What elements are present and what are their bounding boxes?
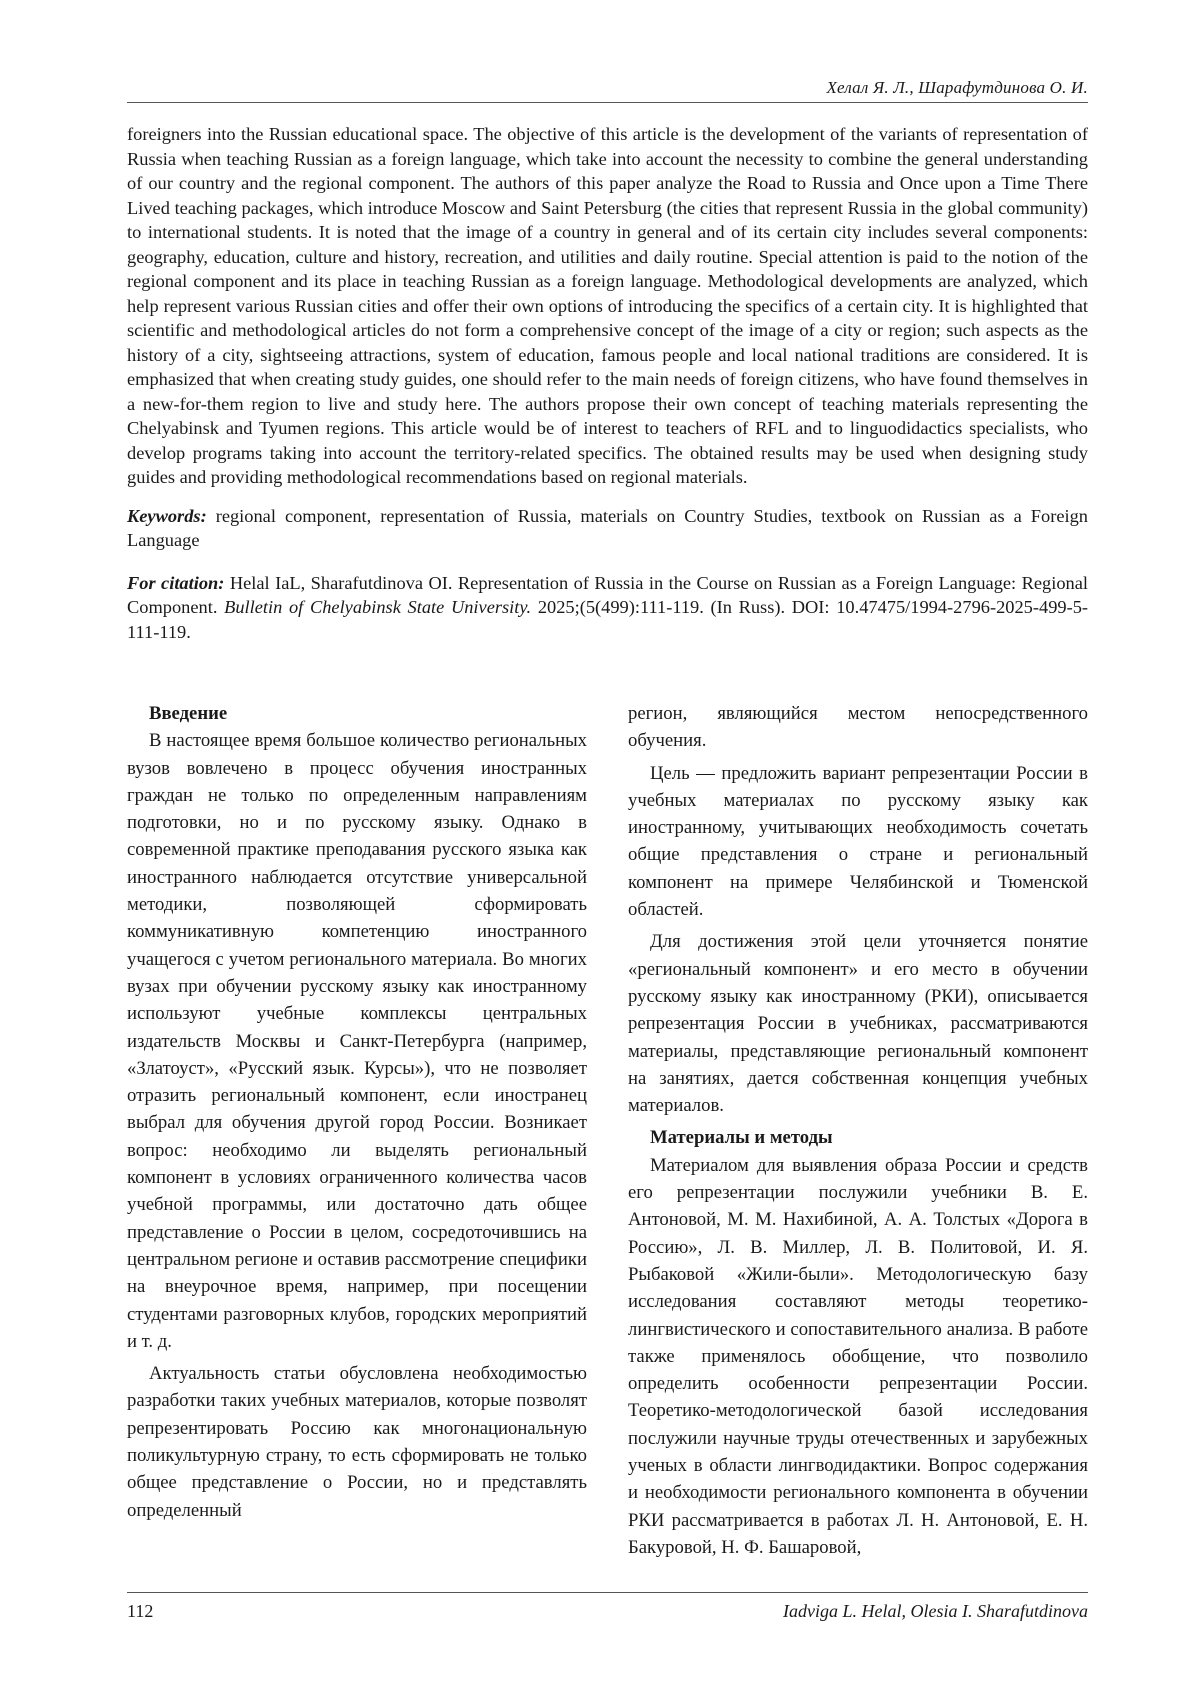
citation-text: Helal IaL, Sharafutdinova OI. Representation of Russia in the Course on Russian as a Foreign Language: Regional Component. xyxy=(127,572,1088,617)
methods-heading: Материалы и методы xyxy=(650,1127,833,1149)
keywords xyxy=(127,504,1088,553)
right-column xyxy=(628,700,1088,1566)
citation-journal: Bulletin of Chelyabinsk State University. xyxy=(224,597,532,617)
keywords-text: regional component, representation of Russia, materials on Country Studies, textbook on Russian as a Foreign Language xyxy=(127,505,1088,550)
goal-paragraph: Цель — предложить вариант репрезентации России в учебных материалах по русскому языку как иностранному, учитывающих необходимость сочетать общие представления о стране и региональный компонент на примере Челябинской и Тюменской областей. xyxy=(628,762,1088,921)
footer-authors: Iadviga L. Helal, Olesia I. Sharafutdinova xyxy=(783,1601,1088,1621)
page-number: 112 xyxy=(127,1601,154,1621)
running-head: Хелал Я. Л., Шарафутдинова О. И. xyxy=(826,78,1088,97)
abstract-block xyxy=(127,122,1088,644)
intro-paragraph-2-continued: регион, являющийся местом непосредственного обучения. xyxy=(628,703,1088,752)
intro-paragraph-1: В настоящее время большое количество региональных вузов вовлечено в процесс обучения иностранных граждан не только по определенным направлениям подготовки, но и по русскому языку. Однако в современной практике преподавания русского языка как иностранного наблюдается отсутствие универсальной методики, позволяющей сформировать коммуникативную компетенцию иностранного учащегося с учетом регионального материала. Во многих вузах при обучении русскому языку как иностранному используют учебные комплексы центральных издательств Москвы и Санкт-Петербурга (например, «Златоуст», «Русский язык. Курсы»), что не позволяет отразить региональный компонент, если иностранец выбрал для обучения другой город России. Возникает вопрос: необходимо ли выделять региональный компонент в условиях ограниченного количества часов учебной программы, или достаточно дать общее представление о России в целом, сосредоточившись на центральном регионе и оставив рассмотрение специфики на внеурочное время, например, при посещении студентами разговорных клубов, городских мероприятий и т. д. xyxy=(127,730,587,1352)
left-column xyxy=(127,700,587,1566)
intro-paragraph-2: Актуальность статьи обусловлена необходимостью разработки таких учебных материалов, которые позволят репрезентировать Россию как многонациональную поликультурную страну, то есть сформировать не только общее представление о России, но и представлять определенный xyxy=(127,1363,587,1521)
tasks-paragraph: Для достижения этой цели уточняется понятие «региональный компонент» и его место в обучении русскому языку как иностранному (РКИ), описывается репрезентация России в учебниках, рассматриваются материалы, представляющие региональный компонент на занятиях, дается собственная концепция учебных материалов. xyxy=(628,931,1088,1117)
citation xyxy=(127,571,1088,645)
body-columns xyxy=(127,700,1088,1566)
intro-heading: Введение xyxy=(149,703,228,724)
page-footer xyxy=(127,1601,1088,1622)
methods-paragraph: Материалом для выявления образа России и средств его репрезентации послужили учебники В. Е. Антоновой, М. М. Нахибиной, А. А. Толстых «Дорога в Россию», Л. В. Миллер, Л. В. Политовой, И. Я. Рыбаковой «Жили-были». Методологическую базу исследования составляют методы теоретико-лингвистического и сопоставительного анализа. В работе также применялось обобщение, что позволило определить особенности репрезентации России. Теоретико-методологической базой исследования послужили научные труды отечественных и зарубежных ученых в области лингводидактики. Вопрос содержания и необходимости регионального компонента в обучении РКИ рассматривается в работах Л. Н. Антоновой, Е. Н. Бакуровой, Н. Ф. Башаровой, xyxy=(628,1154,1088,1558)
keywords-label: Keywords: xyxy=(127,505,207,526)
citation-tail: 2025;(5(499):111-119. (In Russ). DOI: 10.47475/1994-2796-2025-499-5-111-119. xyxy=(127,597,1089,642)
citation-label: For citation: xyxy=(127,572,225,593)
abstract-text: foreigners into the Russian educational space. The objective of this article is the development of the variants of representation of Russia when teaching Russian as a foreign language, which take into account the necessity to combine the general understanding of our country and the regional component. The authors of this paper analyze the Road to Russia and Once upon a Time There Lived teaching packages, which introduce Moscow and Saint Petersburg (the cities that represent Russia in the global community) to international students. It is noted that the image of a country in general and of its certain city includes several components: geography, education, culture and history, recreation, and utilities and daily routine. Special attention is paid to the notion of the regional component and its place in teaching Russian as a foreign language. Methodological developments are analyzed, which help represent various Russian cities and offer their own options of introducing the specifics of a certain city. It is highlighted that scientific and methodological articles do not form a comprehensive concept of the image of a city or region; such aspects as the history of a city, sightseeing attractions, system of education, famous people and local national traditions are considered. It is emphasized that when creating study guides, one should refer to the main needs of foreign citizens, who have found themselves in a new-for-them region to live and study here. The authors propose their own concept of teaching materials representing the Chelyabinsk and Tyumen regions. This article would be of interest to teachers of RFL and to linguodidactics specialists, who develop programs taking into account the territory-related specifics. The obtained results may be used when designing study guides and providing methodological recommendations based on regional materials. xyxy=(127,124,1088,487)
footer-rule xyxy=(127,1592,1088,1593)
header-rule xyxy=(127,102,1088,103)
